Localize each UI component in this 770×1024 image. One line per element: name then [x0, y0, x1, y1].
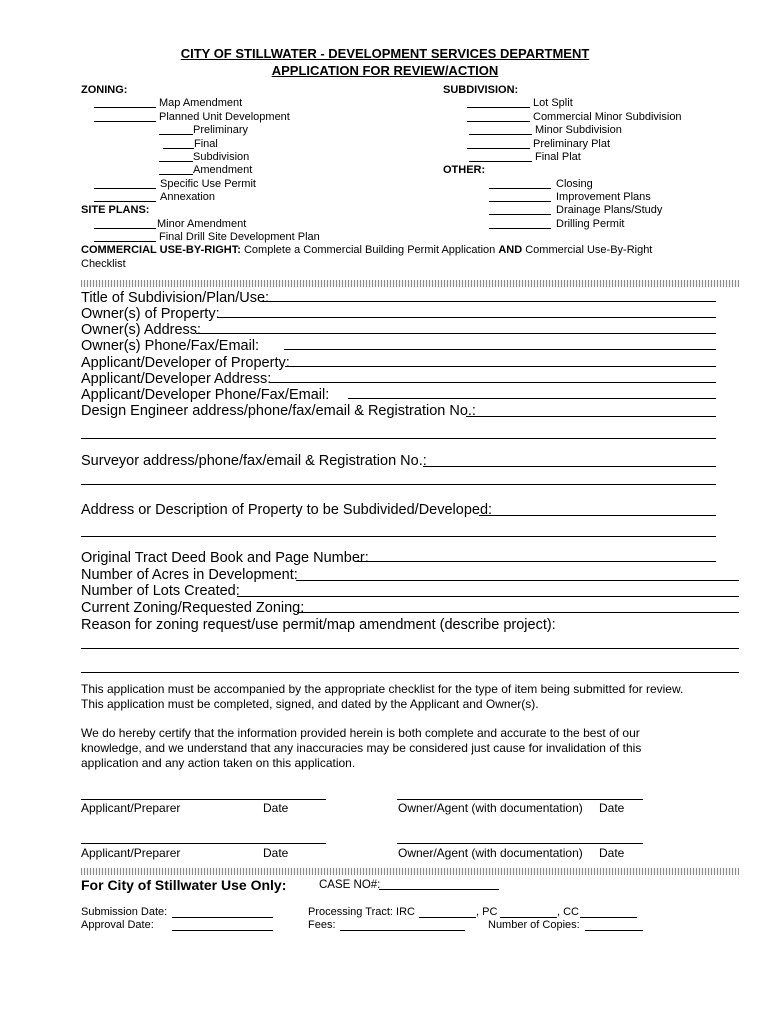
- preliminary-plat-label: Preliminary Plat: [533, 138, 611, 150]
- applicant-preparer-label-1: Applicant/Preparer: [81, 801, 181, 815]
- drainage-plans-label: Drainage Plans/Study: [556, 204, 663, 216]
- annexation-label: Annexation: [160, 191, 216, 203]
- pud-subdivision-label: Subdivision: [193, 151, 250, 163]
- design-engineer-label: Design Engineer address/phone/fax/email & Registration No.:: [81, 403, 476, 419]
- drill-site-plan-blank[interactable]: [94, 241, 156, 242]
- commercial-and: AND: [498, 244, 523, 256]
- commercial-minor-subdivision-blank[interactable]: [467, 121, 530, 122]
- case-no-label: CASE NO#:: [319, 879, 381, 891]
- approval-date-field[interactable]: [172, 930, 273, 931]
- drainage-plans-blank[interactable]: [489, 214, 551, 215]
- commercial-text-a: Complete a Commercial Building Permit Application: [243, 244, 496, 256]
- processing-tract-label: Processing Tract: IRC: [308, 906, 415, 918]
- section-divider-bottom: [81, 868, 739, 875]
- submission-date-label: Submission Date:: [81, 906, 168, 918]
- pud-final-label: Final: [194, 138, 218, 150]
- title-of-subdivision-label: Title of Subdivision/Plan/Use:: [81, 290, 270, 306]
- pud-amendment-blank[interactable]: [159, 174, 193, 175]
- closing-label: Closing: [556, 178, 593, 190]
- final-plat-blank[interactable]: [469, 161, 532, 162]
- pud-preliminary-label: Preliminary: [193, 124, 249, 136]
- applicant-date-label-2: Date: [263, 846, 289, 860]
- pud-subdivision-blank[interactable]: [159, 161, 193, 162]
- property-description-field[interactable]: [479, 515, 716, 516]
- surveyor-field-line2[interactable]: [81, 484, 716, 485]
- deed-book-field[interactable]: [355, 561, 716, 562]
- owner-date-label-1: Date: [599, 801, 625, 815]
- certification-statement: We do hereby certify that the information provided herein is both complete and accurate to the best of our knowledge, and we understand that any inaccuracies may be considered just cause for invalidation of this application and any action taken on this application.: [81, 726, 642, 770]
- applicant-signature-line-1[interactable]: [81, 799, 326, 800]
- section-divider-top: [81, 280, 739, 287]
- processing-cc-field[interactable]: [580, 917, 637, 918]
- minor-subdivision-blank[interactable]: [469, 134, 532, 135]
- design-engineer-field[interactable]: [466, 416, 716, 417]
- commercial-checklist-text: Checklist: [81, 258, 126, 270]
- owner-agent-label-2: Owner/Agent (with documentation): [398, 846, 583, 860]
- approval-date-label: Approval Date:: [81, 919, 154, 931]
- applicant-phone-field[interactable]: [348, 398, 716, 399]
- property-description-label: Address or Description of Property to be Subdivided/Developed:: [81, 502, 493, 518]
- form-title: CITY OF STILLWATER - DEVELOPMENT SERVICES DEPARTMENT: [180, 46, 590, 61]
- zoning-field[interactable]: [297, 612, 739, 613]
- commercial-text-b: Commercial Use-By-Right: [525, 244, 653, 256]
- applicant-developer-label: Applicant/Developer of Property:: [81, 355, 290, 371]
- property-description-field-line2[interactable]: [81, 536, 716, 537]
- owners-of-property-field[interactable]: [218, 317, 716, 318]
- fees-field[interactable]: [340, 930, 465, 931]
- map-amendment-label: Map Amendment: [159, 97, 243, 109]
- reason-label: Reason for zoning request/use permit/map amendment (describe project):: [81, 617, 556, 633]
- processing-pc-label: , PC: [476, 906, 498, 918]
- lots-label: Number of Lots Created:: [81, 583, 240, 599]
- subdivision-heading: SUBDIVISION:: [443, 84, 519, 96]
- commercial-use-by-right-line: [81, 244, 652, 257]
- pud-amendment-label: Amendment: [193, 164, 253, 176]
- surveyor-label: Surveyor address/phone/fax/email & Registration No.:: [81, 453, 427, 469]
- commercial-use-by-right-label: COMMERCIAL USE-BY-RIGHT:: [81, 244, 241, 256]
- form-subtitle: APPLICATION FOR REVIEW/ACTION: [271, 63, 499, 78]
- owners-address-label: Owner(s) Address:: [81, 322, 202, 338]
- zoning-label: Current Zoning/Requested Zoning:: [81, 600, 305, 616]
- improvement-plans-blank[interactable]: [489, 201, 551, 202]
- pud-blank[interactable]: [94, 121, 156, 122]
- pud-preliminary-blank[interactable]: [159, 134, 193, 135]
- surveyor-field[interactable]: [423, 466, 716, 467]
- owner-date-label-2: Date: [599, 846, 625, 860]
- processing-irc-field[interactable]: [419, 917, 476, 918]
- closing-blank[interactable]: [489, 188, 551, 189]
- drill-site-plan-label: Final Drill Site Development Plan: [159, 231, 320, 243]
- owners-phone-label: Owner(s) Phone/Fax/Email:: [81, 338, 260, 354]
- applicant-date-label-1: Date: [263, 801, 289, 815]
- owners-of-property-label: Owner(s) of Property:: [81, 306, 220, 322]
- deed-book-label: Original Tract Deed Book and Page Number:: [81, 550, 369, 566]
- applicant-preparer-label-2: Applicant/Preparer: [81, 846, 181, 860]
- owner-signature-line-1[interactable]: [397, 799, 643, 800]
- specific-use-permit-label: Specific Use Permit: [160, 178, 256, 190]
- applicant-developer-field[interactable]: [285, 366, 716, 367]
- preliminary-plat-blank[interactable]: [467, 148, 530, 149]
- other-heading: OTHER:: [443, 164, 486, 176]
- minor-subdivision-label: Minor Subdivision: [535, 124, 622, 136]
- site-plans-heading: SITE PLANS:: [81, 204, 150, 216]
- applicant-address-label: Applicant/Developer Address:: [81, 371, 272, 387]
- annexation-blank[interactable]: [94, 201, 156, 202]
- improvement-plans-label: Improvement Plans: [556, 191, 651, 203]
- minor-amendment-blank[interactable]: [94, 228, 156, 229]
- final-plat-label: Final Plat: [535, 151, 581, 163]
- acres-field[interactable]: [296, 580, 739, 581]
- lot-split-label: Lot Split: [533, 97, 573, 109]
- zoning-heading: ZONING:: [81, 84, 128, 96]
- pud-label: Planned Unit Development: [159, 111, 290, 123]
- submission-date-field[interactable]: [172, 917, 273, 918]
- fees-label: Fees:: [308, 919, 336, 931]
- drilling-permit-blank[interactable]: [489, 228, 551, 229]
- minor-amendment-label: Minor Amendment: [157, 218, 247, 230]
- checklist-notice: This application must be accompanied by the appropriate checklist for the type of item being submitted for review. This application must be completed, signed, and dated by the Applicant and Owner(s).: [81, 682, 684, 711]
- lots-field[interactable]: [237, 596, 739, 597]
- owners-phone-field[interactable]: [284, 349, 716, 350]
- owners-address-field[interactable]: [196, 333, 716, 334]
- processing-pc-field[interactable]: [500, 917, 557, 918]
- drilling-permit-label: Drilling Permit: [556, 218, 625, 230]
- office-use-heading: For City of Stillwater Use Only:: [81, 877, 287, 893]
- number-of-copies-field[interactable]: [585, 930, 643, 931]
- specific-use-permit-blank[interactable]: [94, 188, 156, 189]
- lot-split-blank[interactable]: [467, 107, 530, 108]
- reason-field-line2[interactable]: [81, 672, 739, 673]
- pud-final-blank[interactable]: [163, 148, 194, 149]
- commercial-minor-subdivision-label: Commercial Minor Subdivision: [533, 111, 682, 123]
- number-of-copies-label: Number of Copies:: [488, 919, 580, 931]
- reason-field-line1[interactable]: [81, 648, 739, 649]
- owner-signature-line-2[interactable]: [397, 843, 643, 844]
- processing-cc-label: , CC: [557, 906, 579, 918]
- applicant-phone-label: Applicant/Developer Phone/Fax/Email:: [81, 387, 330, 403]
- applicant-signature-line-2[interactable]: [81, 843, 326, 844]
- title-of-subdivision-field[interactable]: [262, 301, 716, 302]
- applicant-address-field[interactable]: [270, 382, 716, 383]
- design-engineer-field-line2[interactable]: [81, 438, 716, 439]
- map-amendment-blank[interactable]: [94, 107, 156, 108]
- acres-label: Number of Acres in Development:: [81, 567, 298, 583]
- owner-agent-label-1: Owner/Agent (with documentation): [398, 801, 583, 815]
- case-no-field[interactable]: [379, 889, 499, 890]
